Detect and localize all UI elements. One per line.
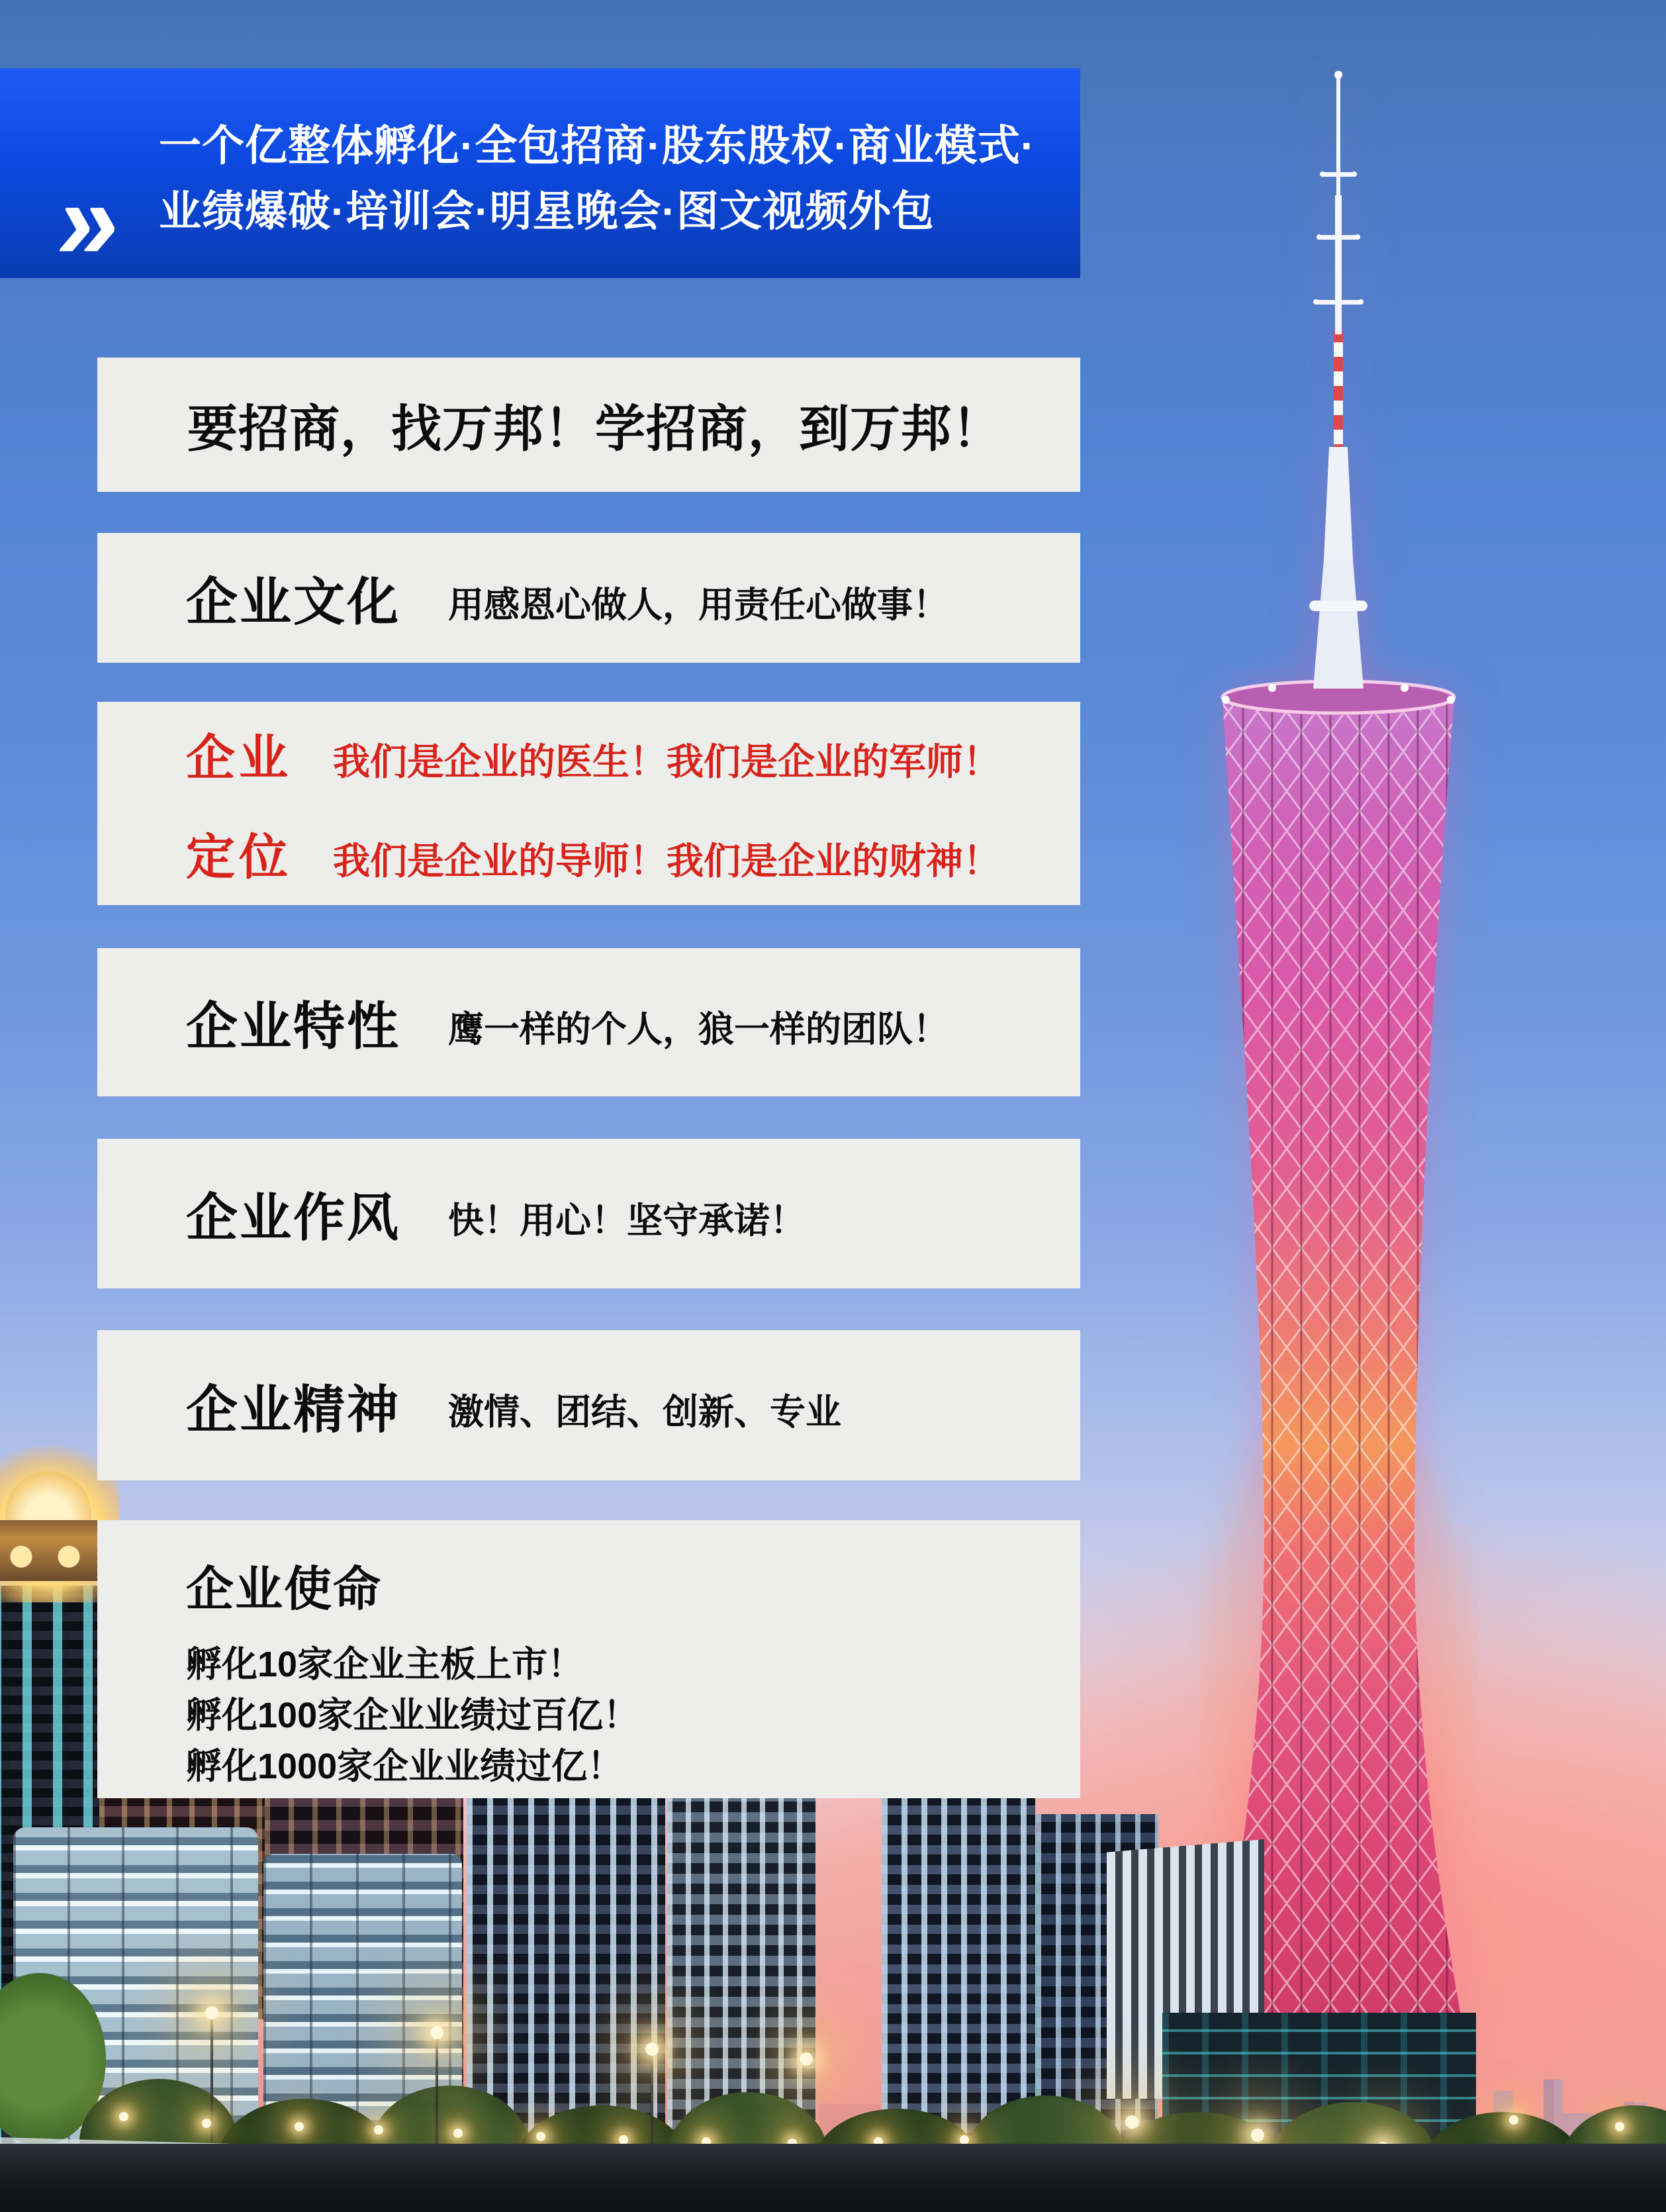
positioning-text: 我们是企业的导师！我们是企业的财神！ — [333, 840, 1000, 882]
lamp-pole — [436, 2036, 438, 2148]
mission-panel — [97, 1520, 1080, 1798]
section-subtitle: 快！用心！坚守承诺！ — [448, 1200, 806, 1241]
section-title: 企业特性 — [186, 997, 401, 1055]
street-lamp — [430, 2026, 443, 2039]
banner-line-2: 业绩爆破·培训会·明星晚会·图文视频外包 — [159, 187, 935, 235]
mission-item: 孵化100家企业业绩过百亿！ — [186, 1696, 639, 1735]
section-subtitle: 激情、团结、创新、专业 — [448, 1392, 842, 1432]
street-lamp — [1615, 2122, 1624, 2131]
mission-items — [186, 1639, 1080, 1792]
street-lamp — [1509, 2115, 1518, 2125]
banner-text — [159, 113, 1035, 244]
street-lamp — [536, 2132, 545, 2141]
positioning-row — [186, 818, 1080, 889]
section-title: 企业作风 — [186, 1188, 401, 1247]
street-lamp — [374, 2125, 383, 2135]
mission-item: 孵化1000家企业业绩过亿！ — [186, 1747, 624, 1786]
road — [0, 2144, 1666, 2212]
street-lamp — [119, 2112, 128, 2121]
street-lamp — [619, 2135, 628, 2144]
positioning-title: 定位 — [186, 829, 292, 885]
style-panel — [97, 1139, 1080, 1288]
positioning-title: 企业 — [186, 730, 292, 785]
street-lamp — [205, 2006, 218, 2019]
double-chevron-right-icon: » — [50, 158, 130, 283]
slogan-panel — [97, 358, 1080, 492]
mission-item: 孵化10家企业主板上市！ — [186, 1645, 584, 1684]
header-banner — [0, 68, 1080, 283]
dome-colonnade — [0, 1520, 101, 1581]
section-subtitle: 鹰一样的个人，狼一样的团队！ — [448, 1009, 949, 1049]
slogan-text: 要招商，找万邦！学招商，到万邦！ — [187, 401, 1003, 457]
street-lamp — [1251, 2129, 1264, 2142]
street-lamp — [1125, 2115, 1138, 2129]
street-lamp — [645, 2043, 659, 2056]
banner-line-1: 一个亿整体孵化·全包招商·股东股权·商业模式· — [159, 122, 1036, 169]
street-lamp — [800, 2052, 813, 2066]
section-title: 企业精神 — [186, 1380, 401, 1439]
positioning-row — [186, 719, 1080, 789]
street-lamp — [295, 2122, 304, 2131]
street-lamp — [960, 2135, 969, 2144]
traits-panel — [97, 948, 1080, 1096]
lamp-pole — [651, 2052, 653, 2152]
culture-panel — [97, 533, 1080, 663]
mission-title: 企业使命 — [186, 1563, 383, 1616]
section-subtitle: 用感恩心做人，用责任心做事！ — [448, 585, 949, 625]
section-title: 企业文化 — [186, 573, 401, 631]
street-lamp — [453, 2129, 463, 2138]
street-lamp — [202, 2119, 211, 2128]
spirit-panel — [97, 1330, 1080, 1480]
positioning-text: 我们是企业的医生！我们是企业的军师！ — [333, 740, 1000, 783]
positioning-panel — [97, 702, 1080, 905]
